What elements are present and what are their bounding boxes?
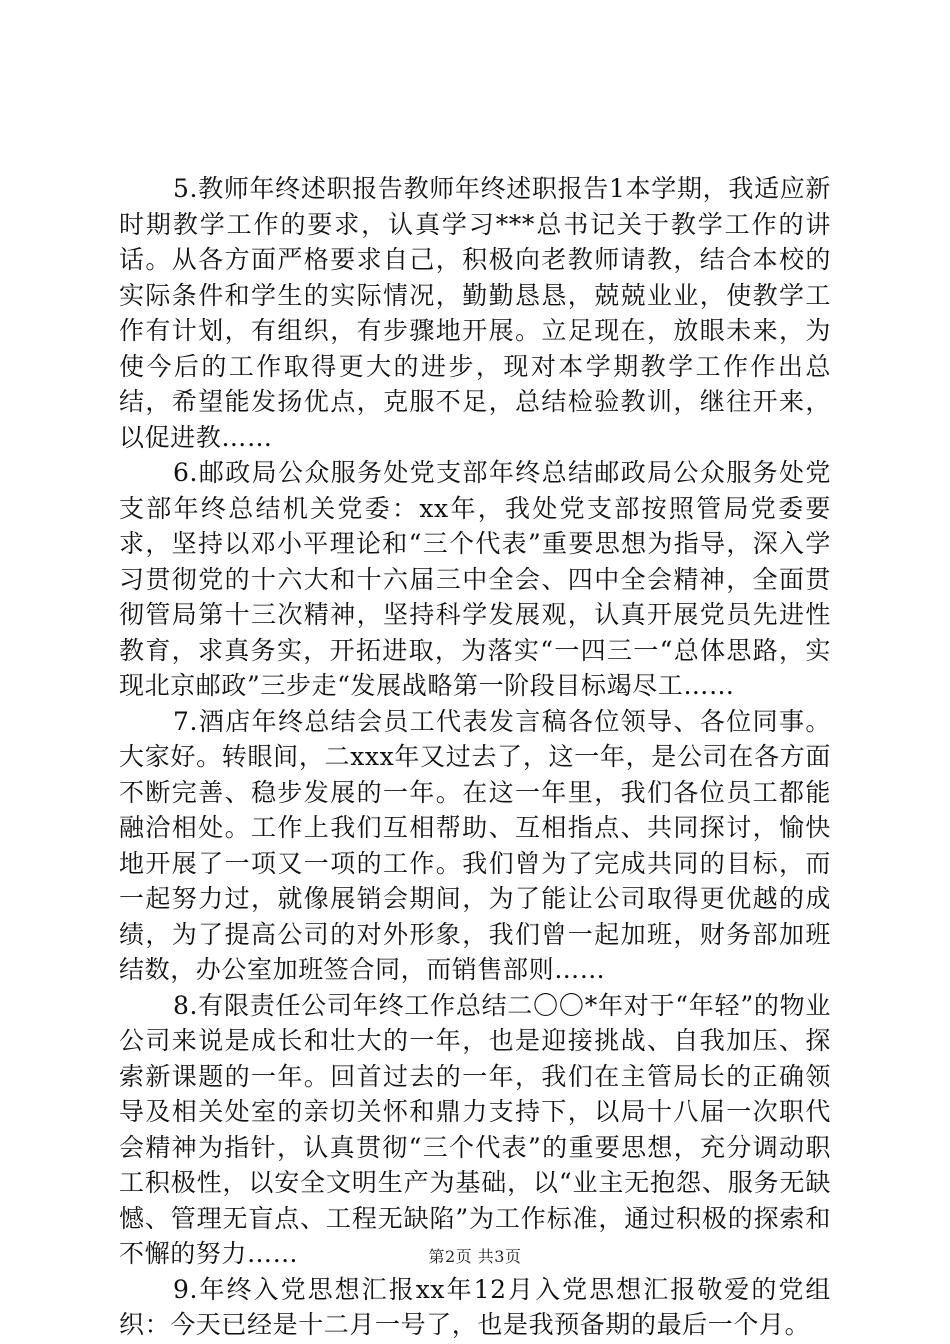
page-footer: 第2页 共3页 bbox=[428, 1247, 522, 1266]
paragraph-7: 7.酒店年终总结会员工代表发言稿各位领导、各位同事。大家好。转眼间，二xxx年又过去了，这一年，是公司在各方面不断完善、稳步发展的一年。在这一年里，我们各位员工都能融洽相处。工作上我们互相帮助、互相指点、共同探讨，愉快地开展了一项又一项的工作。我们曾为了完成共同的目标，而一起努力过，就像展销会期间，为了能让公司取得更优越的成绩，为了提高公司的对外形象，我们曾一起加班，财务部加班结数，办公室加班签合同，而销售部则…… bbox=[119, 706, 831, 984]
paragraph-6: 6.邮政局公众服务处党支部年终总结邮政局公众服务处党支部年终总结机关党委：xx年，我处党支部按照管局党委要求，坚持以邓小平理论和“三个代表”重要思想为指导，深入学习贯彻党的十六大和十六届三中全会、四中全会精神，全面贯彻管局第十三次精神，坚持科学发展观，认真开展党员先进性教育，求真务实，开拓进取，为落实“一四三一“总体思路，实现北京邮政”三步走“发展战略第一阶段目标竭尽工…… bbox=[119, 458, 831, 700]
paragraph-8: 8.有限责任公司年终工作总结二〇〇*年对于“年轻”的物业公司来说是成长和壮大的一年，也是迎接挑战、自我加压、探索新课题的一年。回首过去的一年，我们在主管局长的正确领导及相关处室的亲切关怀和鼎力支持下，以局十八届一次职代会精神为指针，认真贯彻“三个代表”的重要思想，充分调动职工积极性，以安全文明生产为基础，以“业主无抱怨、服务无缺憾、管理无盲点、工程无缺陷”为工作标准，通过积极的探索和不懈的努力…… bbox=[119, 990, 831, 1268]
document-body bbox=[119, 171, 831, 1343]
paragraph-5: 5.教师年终述职报告教师年终述职报告1本学期，我适应新时期教学工作的要求，认真学习***总书记关于教学工作的讲话。从各方面严格要求自己，积极向老教师请教，结合本校的实际条件和学生的实际情况，勤勤恳恳，兢兢业业，使教学工作有计划，有组织，有步骤地开展。立足现在，放眼未来，为使今后的工作取得更大的进步，现对本学期教学工作作出总结，希望能发扬优点，克服不足，总结检验教训，继往开来，以促进教…… bbox=[119, 174, 831, 452]
paragraph-9: 9.年终入党思想汇报xx年12月入党思想汇报敬爱的党组织：今天已经是十二月一号了，也是我预备期的最后一个月。 bbox=[119, 1274, 831, 1339]
